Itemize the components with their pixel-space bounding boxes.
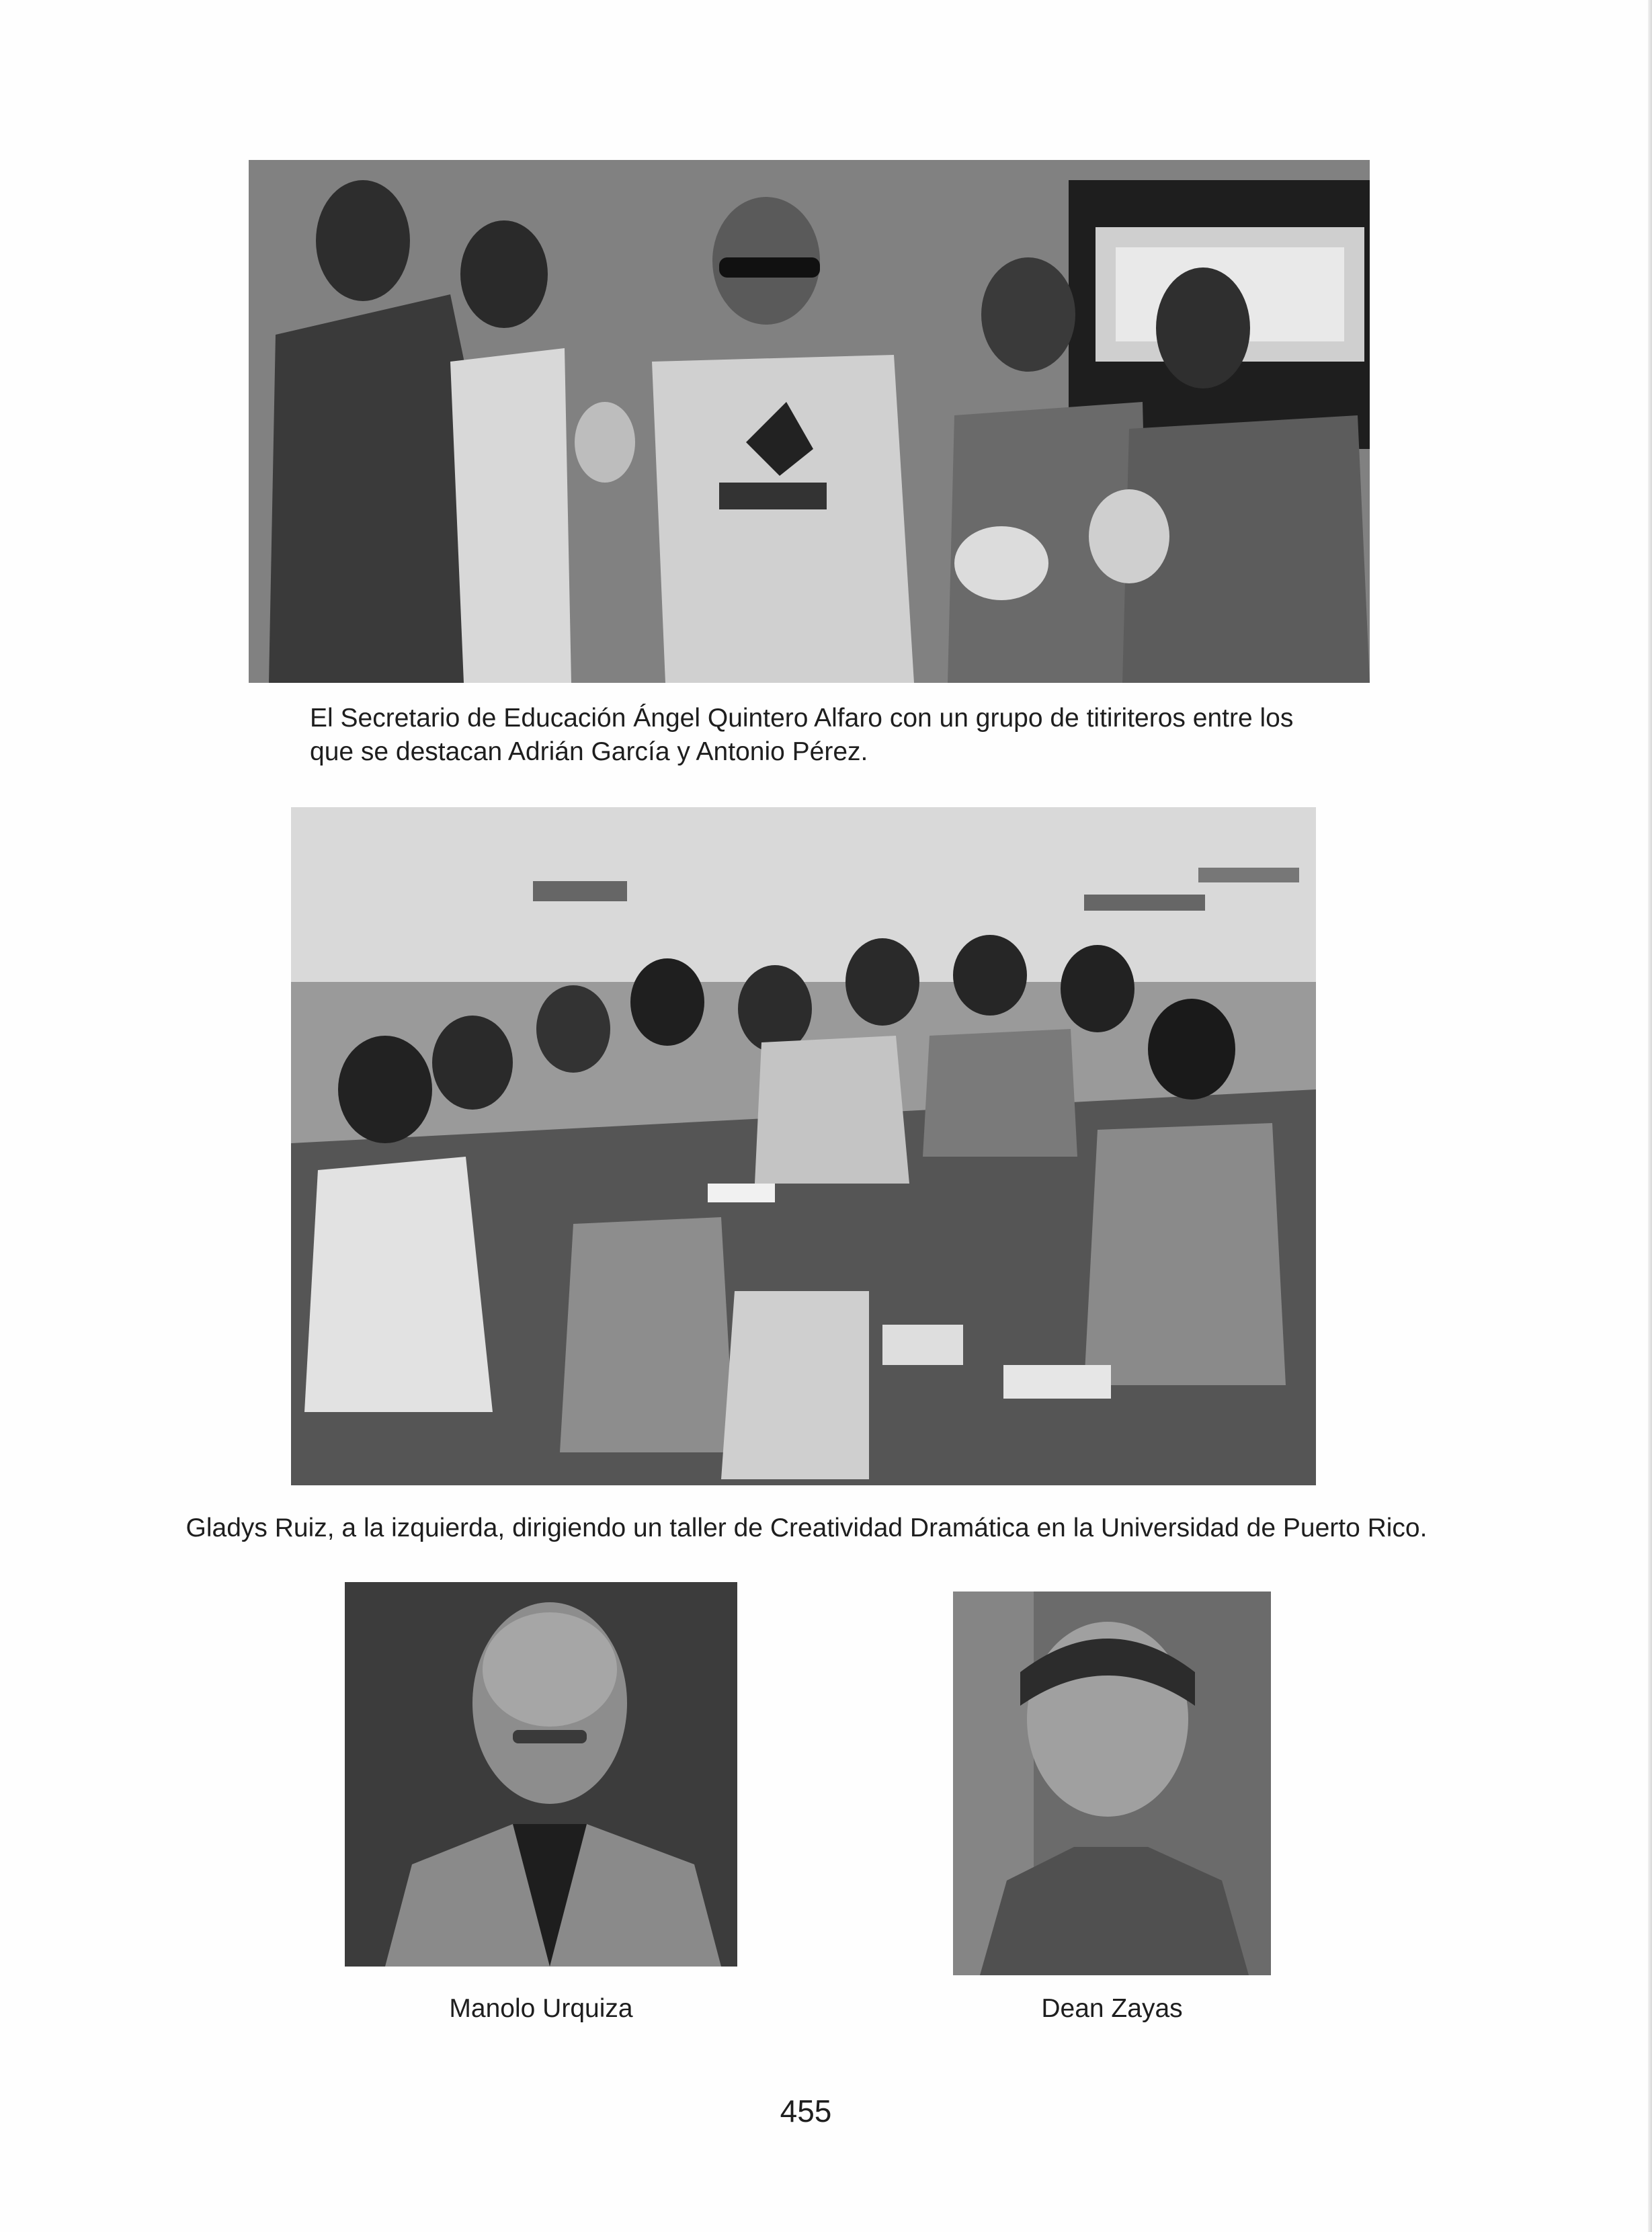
page-number: 455 (780, 2094, 832, 2128)
caption-puppeteers-line1: El Secretario de Educación Ángel Quintero Alfaro con un grupo de titiriteros entre los (310, 704, 1294, 733)
caption-workshop: Gladys Ruiz, a la izquierda, dirigiendo un taller de Creatividad Dramática en la Universidad de Puerto Rico. (185, 1514, 1428, 1542)
portrait-manolo-urquiza (345, 1582, 737, 1967)
photo-puppeteers-group (249, 160, 1370, 683)
page-edge-shadow (1648, 0, 1652, 2232)
portrait-dean-zayas (953, 1592, 1271, 1975)
caption-puppeteers-line2: que se destacan Adrián García y Antonio Pérez. (310, 737, 868, 766)
photo-drama-workshop (291, 807, 1316, 1485)
caption-portrait-right: Dean Zayas (1041, 1994, 1183, 2023)
caption-portrait-left: Manolo Urquiza (449, 1994, 633, 2023)
